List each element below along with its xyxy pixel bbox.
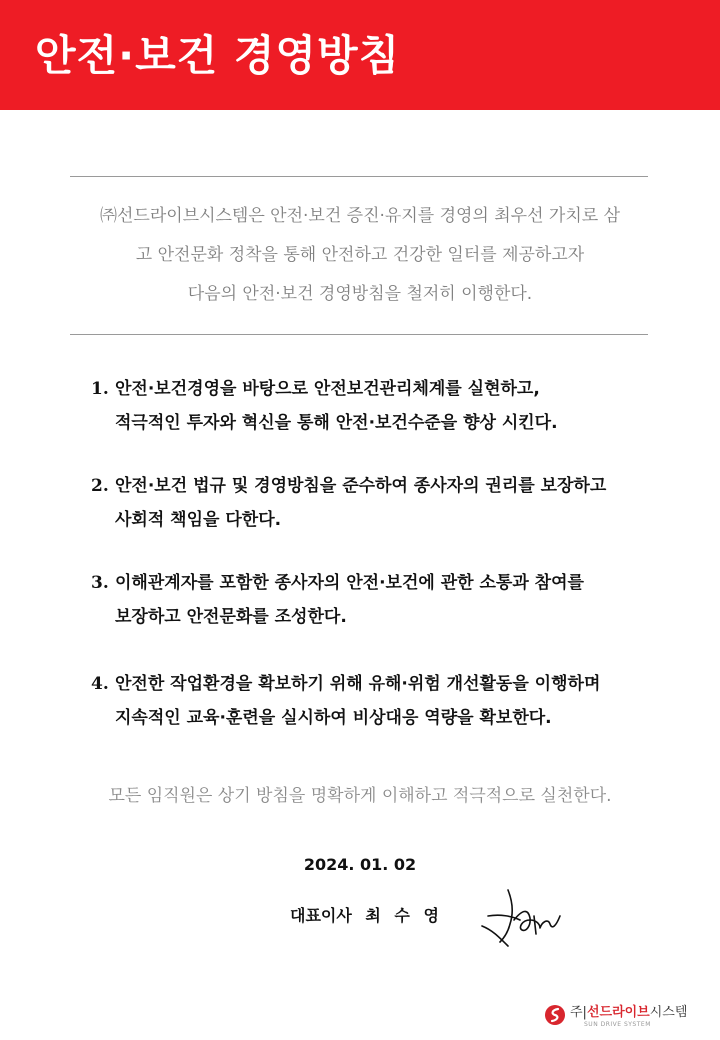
policy-text: 안전·보건 법규 및 경영방침을 준수하여 종사자의 권리를 보장하고 [115,476,607,496]
policy-text: 이해관계자를 포함한 종사자의 안전·보건에 관한 소통과 참여를 [115,573,584,593]
signature-image [478,886,568,950]
logo-subtitle: SUN DRIVE SYSTEM [584,1021,651,1028]
policy-text: 안전·보건경영을 바탕으로 안전보건관리체계를 실현하고, [115,379,540,399]
divider-top [70,176,648,177]
logo-wordmark [570,1005,687,1021]
policy-number: 2. [91,476,109,496]
closing-statement: 모든 임직원은 상기 방침을 명확하게 이해하고 적극적으로 실천한다. [108,786,612,806]
policy-text: 보장하고 안전문화를 조성한다. [115,607,347,627]
ceo-signature-line [290,905,439,927]
policy-item-3 [91,566,691,634]
policy-text: 사회적 책임을 다한다. [115,510,282,530]
policy-text: 적극적인 투자와 혁신을 통해 안전·보건수준을 향상 시킨다. [115,413,558,433]
logo-suffix: 시스템 [649,1005,688,1020]
logo-brand: 선드라이브 [586,1005,650,1020]
policy-number: 3. [91,573,109,593]
policy-text: 안전한 작업환경을 확보하기 위해 유해·위험 개선활동을 이행하며 [115,674,601,694]
policy-number: 4. [91,674,109,694]
divider-bottom [70,334,648,335]
company-logo [544,1002,694,1032]
policy-item-2 [91,469,691,537]
policy-text: 지속적인 교육·훈련을 실시하여 비상대응 역량을 확보한다. [115,708,552,728]
header-banner [0,0,720,110]
intro-line-1: ㈜선드라이브시스템은 안전·보건 증진·유지를 경영의 최우선 가치로 삼 [99,206,621,226]
sun-drive-logo-icon [544,1004,566,1026]
policy-item-1 [91,372,691,440]
issue-date: 2024. 01. 02 [303,855,417,874]
ceo-title: 대표이사 [290,906,352,925]
page-title: 안전·보건 경영방침 [35,31,401,80]
policy-number: 1. [91,379,109,399]
intro-line-3: 다음의 안전·보건 경영방침을 철저히 이행한다. [187,284,533,304]
ceo-name: 최 수 영 [365,906,439,925]
intro-line-2: 고 안전문화 정착을 통해 안전하고 건강한 일터를 제공하고자 [135,245,585,265]
policy-item-4 [91,667,691,735]
logo-prefix: 주| [570,1005,587,1020]
